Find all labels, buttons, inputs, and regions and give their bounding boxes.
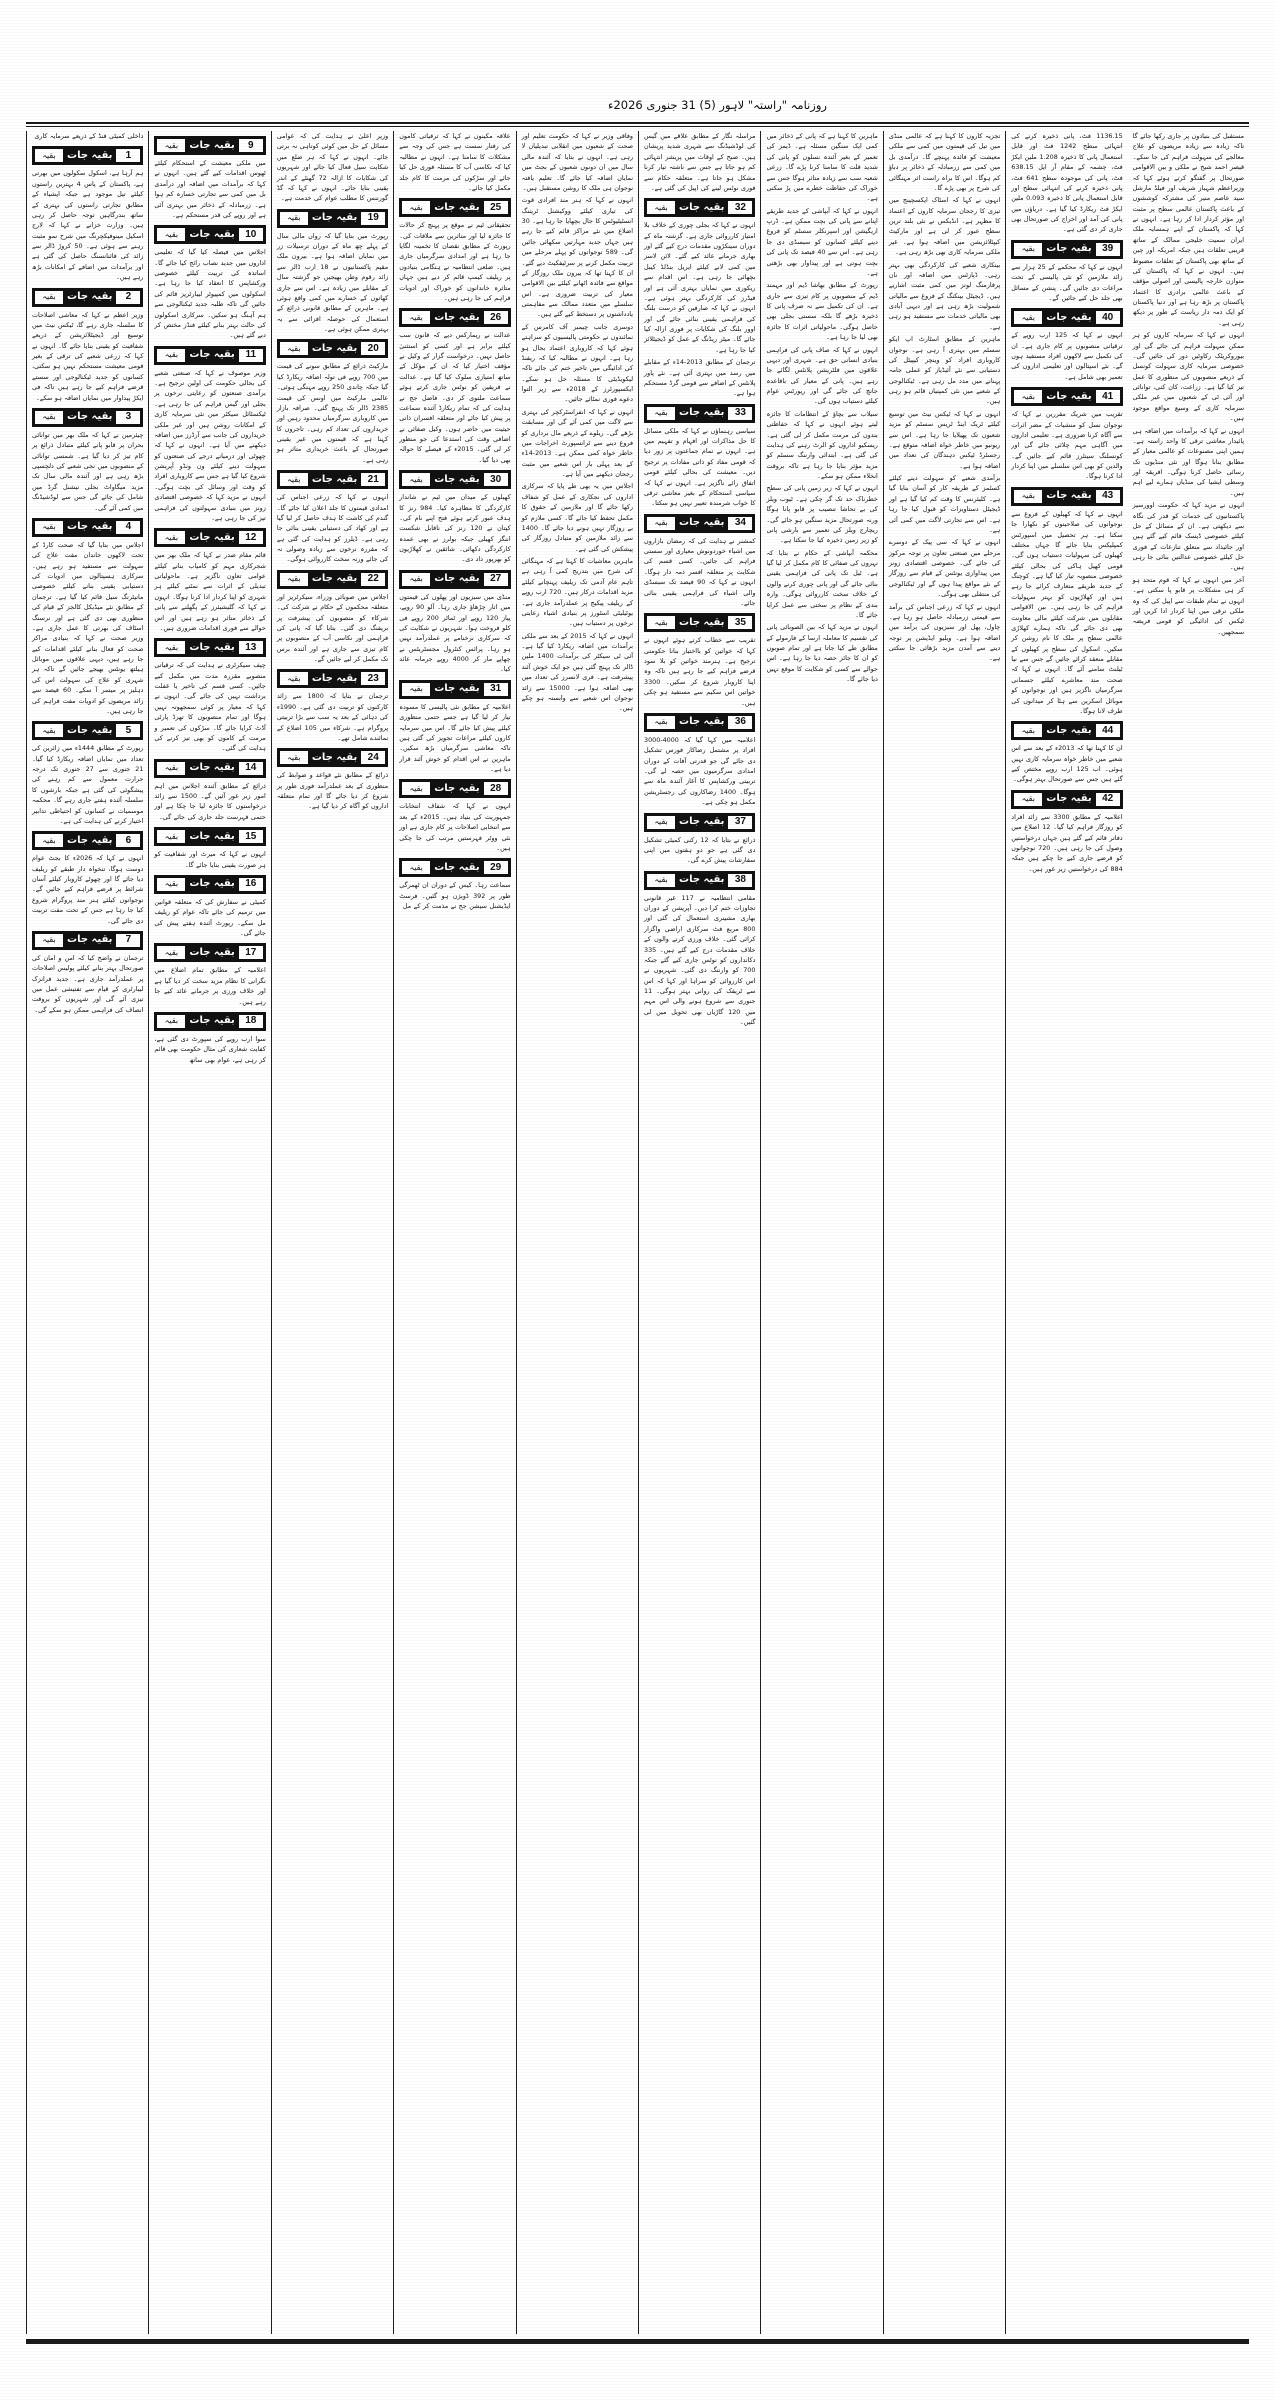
- section-header-bar[interactable]: [277, 470, 388, 489]
- section-tag-label: بقیہ: [646, 815, 676, 830]
- article-paragraph: عدالت نے ریمارکس دیے کہ قانون سب کیلئے برابر ہے اور کسی کو استثنیٰ حاصل نہیں۔ درخواست گزار کے وکیل نے مؤقف اختیار کیا کہ ان کے مؤکل کے ساتھ امتیازی سلوک کیا گیا ہے۔ عدالت نے فریقین کو نوٹس جاری کرتے ہوئے سماعت ملتوی کر دی۔ فاضل جج نے ہدایت کی کہ تمام ریکارڈ آئندہ سماعت پر پیش کیا جائے اور متعلقہ افسران ذاتی حیثیت میں حاضر ہوں۔ وکیل صفائی نے اضافی وقت کی استدعا کی جو منظور کر لی گئی۔ 2015ء کے فیصلے کا حوالہ بھی دیا گیا۔: [399, 331, 511, 464]
- section-title: بقیہ جات: [679, 874, 725, 886]
- article-paragraph: آخر میں انہوں نے کہا کہ قوم متحد ہو کر ہی مشکلات پر قابو پا سکتی ہے۔ انہوں نے تمام طبقات سے اپیل کی کہ وہ ملکی ترقی میں اپنا کردار ادا کریں اور ٹیکس کی ادائیگی کو قومی فریضہ سمجھیں۔: [1132, 575, 1245, 636]
- section-title: بقیہ جات: [311, 573, 358, 585]
- article-paragraph: ذرائع کے مطابق آئندہ اجلاس میں اہم امور زیر غور آئیں گے۔ 1500 سے زائد درخواستوں کا جائزہ لیا جا چکا ہے اور حتمی فہرست جلد جاری کی جائے گی۔: [154, 781, 266, 821]
- article-paragraph: مستقبل کی بنیادوں پر جاری رکھا جائے گا تاکہ زیادہ سے زیادہ مریضوں کو علاج معالجے کی سہولت فراہم کی جا سکے۔ قیصر احمد شیخ نے ملکی و بین الاقوامی صورتحال پر گفتگو کرتے ہوئے کہا کہ وزیراعظم شہباز شریف اور فیلڈ مارشل سید عاصم منیر کی مشترکہ کوششوں کے باعث پاکستان عالمی سطح پر مثبت اور مؤثر کردار ادا کر رہا ہے۔ انہوں نے کہا کہ پاکستان کے اپنے ہمسایہ ملک ایران سمیت خلیجی ممالک کے ساتھ قریبی تعلقات ہیں جبکہ امریکہ اور چین کے ساتھ بھی پاکستان کے تعلقات مضبوط ہیں۔ انہوں نے کہا کہ پاکستان کی متوازن خارجہ پالیسی اور اصولی مؤقف کے باعث عالمی برادری کا اعتماد پاکستان پر بڑھ رہا ہے اور دنیا پاکستان کو ایک ذمہ دار ریاست کے طور پر دیکھ رہی ہے۔: [1132, 132, 1245, 327]
- article-paragraph: انہوں نے کہا کہ اسٹاک ایکسچینج میں تیزی کا رجحان سرمایہ کاروں کے اعتماد کا مظہر ہے۔ انڈیکس نے نئی بلند ترین سطح عبور کر لی ہے اور مارکیٹ کیپٹلائزیشن میں اضافہ ہوا ہے۔ غیر ملکی سرمایہ کاری بھی بڑھ رہی ہے۔: [888, 196, 1001, 257]
- section-title: بقیہ جات: [67, 521, 113, 533]
- article-paragraph: انہوں نے کہا کہ آبپاشی کے جدید طریقے اپنانے سے پانی کی بچت ممکن ہے۔ ڈرپ اریگیشن اور اسپرنکلر سسٹم کو فروغ دینے کیلئے کسانوں کو سبسڈی دی جا رہی ہے۔ اس سے 40 فیصد تک پانی کی بچت ہوتی ہے اور پیداوار بھی بڑھتی ہے۔: [766, 206, 878, 277]
- section-tag-label: بقیہ: [156, 138, 186, 153]
- section-header-bar[interactable]: [32, 408, 143, 427]
- article-paragraph: سماعت رہا۔ کیس کے دوران ان ٹھمرگی طور پر 392 ڈویژن ہو گئیں۔ فرسٹ ایڈیشنل سیشن جج نے مذمت کر کے مل: [399, 881, 511, 910]
- section-header-bar[interactable]: [644, 198, 755, 217]
- section-title: بقیہ جات: [1046, 490, 1092, 502]
- section-number-box[interactable]: 13: [238, 640, 264, 655]
- article-paragraph: ذرائع کے مطابق نئے قواعد و ضوابط کی منظوری کے بعد عملدرآمد فوری طور پر شروع کر دیا جائے گا اور تمام متعلقہ اداروں کو آگاہ کر دیا گیا ہے۔: [276, 771, 389, 811]
- section-number-box[interactable]: 7: [115, 933, 141, 948]
- section-title: بقیہ جات: [67, 291, 113, 302]
- section-header-bar[interactable]: [399, 308, 510, 327]
- newspaper-column: [638, 131, 760, 2334]
- article-paragraph: سیاسی رہنماؤں نے کہا کہ ملکی مسائل کا حل مذاکرات اور افہام و تفہیم میں ہے۔ انہوں نے تمام جماعتوں پر زور دیا کہ قومی مفاد کو ذاتی مفادات پر ترجیح دیں۔ معیشت کی بحالی کیلئے قومی اتفاق رائے ناگزیر ہے۔ انہوں نے کہا کہ سیاسی استحکام کے بغیر معاشی ترقی کا خواب شرمندہ تعبیر نہیں ہو سکتا۔: [644, 426, 756, 508]
- article-paragraph: اعلامیہ کے مطابق تمام اضلاع میں نگرانی کا نظام مزید سخت کر دیا گیا ہے اور خلاف ورزی پر جرمانے عائد کیے جا رہے ہیں۔: [154, 966, 266, 1006]
- article-paragraph: وزیر اعلیٰ نے ہدایت کی کہ عوامی مسائل کے حل میں کوئی کوتاہی نہ برتی جائے۔ انہوں نے کہا کہ ہر ضلع میں شکایت سیل فعال کیا جائے اور شہریوں کی شکایات کا ازالہ 72 گھنٹے کے اندر یقینی بنایا جائے۔ انہوں نے کہا کہ گڈ گورننس کا مطلب عوام کی خدمت ہے۔: [276, 132, 389, 203]
- article-paragraph: رپورٹ میں بتایا گیا کہ رواں مالی سال کے پہلے چھ ماہ کے دوران ترسیلات زر میں نمایاں اضافہ ہوا ہے۔ بیرون ملک مقیم پاکستانیوں نے 18 ارب ڈالر سے زائد رقوم وطن بھیجیں جو گزشتہ سال کے مقابلے میں زیادہ ہے۔ اس سے جاری کھاتوں کے خسارے میں کمی واقع ہوئی ہے۔ ماہرین کے مطابق قانونی ذرائع کے استعمال کی حوصلہ افزائی سے یہ بہتری ممکن ہوئی ہے۔: [276, 231, 389, 333]
- section-number-box[interactable]: 20: [360, 341, 386, 356]
- section-number-box[interactable]: 26: [483, 310, 509, 325]
- article-paragraph: دوسری جانب چیمبر آف کامرس کے نمائندوں نے حکومتی پالیسیوں کو سراہتے ہوئے کہا کہ کاروباری اعتماد بحال ہو رہا ہے۔ انہوں نے مطالبہ کیا کہ ریفنڈ کی ادائیگی میں تاخیر ختم کی جائے تاکہ لیکویڈیٹی کا مسئلہ حل ہو سکے۔ ایکسپورٹرز کے 2018ء سے زیر التوا دعوے فوری نمٹائے جائیں۔: [521, 322, 634, 404]
- section-number-box[interactable]: 4: [115, 520, 141, 535]
- section-header-bar[interactable]: [277, 748, 388, 767]
- section-title: بقیہ جات: [434, 782, 480, 794]
- section-tag-label: بقیہ: [156, 1014, 186, 1029]
- section-header-bar[interactable]: [154, 875, 265, 894]
- section-header-bar[interactable]: [154, 943, 265, 962]
- article-paragraph: انہوں نے کہا کہ بجلی چوری کے خلاف بلا امتیاز کارروائی جاری ہے۔ گزشتہ ماہ کے دوران سینکڑوں مقدمات درج کیے گئے اور بھاری جرمانے عائد کیے گئے۔ لائن لاسز میں کمی لانے کیلئے ایریل بنڈلڈ کیبل بچھائی جا رہی ہے۔ اس اقدام سے ریکوری میں نمایاں بہتری آئی ہے اور فیڈرز کی کارکردگی بہتر ہوئی ہے۔ انہوں نے کہا کہ صارفین کو درست بلنگ کی فراہمی یقینی بنائی جائے گی اور اوور بلنگ کی شکایات پر فوری ازالہ کیا جائے گا۔ میٹر ریڈنگ کے عمل کو ڈیجیٹلائز کیا جا رہا ہے۔: [644, 221, 756, 354]
- article-paragraph: تقریب میں شریک مقررین نے کہا کہ نوجوان نسل کو منشیات کے مضر اثرات سے آگاہ کرنا ضروری ہے۔ تعلیمی اداروں میں آگاہی مہم چلائی جائے گی اور کونسلنگ سینٹرز قائم کیے جائیں گے۔ والدین کو بھی اس سلسلے میں اپنا کردار ادا کرنا ہوگا۔: [1011, 410, 1123, 481]
- masthead-text: روزنامہ "راستہ" لاہور (5) 31 جنوری 2026ء: [608, 98, 827, 112]
- article-paragraph: انہوں نے کہا کہ ٹیکس نیٹ میں توسیع کیلئے ٹریک اینڈ ٹریس سسٹم کو مزید شعبوں تک پھیلایا جا رہا ہے۔ اس سے ریونیو میں خاطر خواہ اضافہ متوقع ہے۔ رجسٹرڈ ٹیکس دہندگان کی تعداد میں اضافہ ہوا ہے۔: [888, 409, 1001, 470]
- section-tag-label: بقیہ: [401, 682, 431, 697]
- section-title: بقیہ جات: [679, 201, 725, 213]
- article-paragraph: انہوں نے کہا کہ سرمایہ کاروں کو ہر ممکن سہولت فراہم کی جائے گی اور بیوروکریٹک رکاوٹیں دور کی جائیں گی۔ خصوصی سرمایہ کاری سہولت کونسل کے ذریعے منصوبوں کی منظوری کا عمل تیز کیا گیا ہے۔ زراعت، کان کنی، توانائی اور آئی ٹی کے شعبوں میں غیر ملکی سرمایہ کاری کے وسیع مواقع موجود ہیں۔: [1132, 331, 1245, 423]
- article-paragraph: اجلاس میں یہ بھی طے پایا کہ سرکاری اداروں کی نجکاری کے عمل کو شفاف رکھا جائے گا اور ملازمین کے حقوق کا مکمل تحفظ کیا جائے گا۔ کسی ملازم کو بے روزگار نہیں ہونے دیا جائے گا۔ 1400 سے زائد ملازمین کو متبادل روزگار کی پیشکش کی گئی ہے۔: [521, 482, 634, 553]
- section-number-box[interactable]: 40: [1095, 310, 1121, 325]
- article-paragraph: ان کا کہنا تھا کہ 2013ء کے بعد سے اس شعبے میں خاطر خواہ سرمایہ کاری نہیں ہوئی۔ اب 125 ارب روپے مختص کیے گئے ہیں جس سے صورتحال بہتر ہوگی۔: [1011, 744, 1123, 784]
- section-title: بقیہ جات: [1046, 390, 1092, 402]
- section-number-box[interactable]: 12: [238, 530, 264, 545]
- section-title: بقیہ جات: [679, 407, 725, 419]
- article-paragraph: تحقیقاتی ٹیم نے موقع پر پہنچ کر حالات کا جائزہ لیا اور متاثرین سے ملاقات کی۔ رپورٹ کے مطابق نقصان کا تخمینہ لگایا جا رہا ہے اور امدادی سرگرمیاں جاری ہیں۔ ضلعی انتظامیہ نے ہنگامی بنیادوں پر ریلیف کیمپ قائم کر دیے ہیں جہاں متاثرہ خاندانوں کو خوراک اور ادویات فراہم کی جا رہی ہیں۔: [399, 221, 511, 302]
- top-rule-secondary: [26, 126, 1249, 127]
- section-number-box[interactable]: 33: [727, 406, 753, 421]
- article-paragraph: ماہرین کا کہنا ہے کہ پانی کے ذخائر میں کمی ایک سنگین مسئلہ ہے۔ ڈیمز کی تعمیر کے بغیر آئندہ نسلوں کو پانی کی شدید قلت کا سامنا کرنا پڑے گا۔ زرعی شعبہ سب سے زیادہ متاثر ہوگا جس سے خوراک کی حفاظت خطرے میں پڑ سکتی ہے۔: [766, 132, 878, 203]
- section-title: بقیہ جات: [434, 861, 480, 873]
- section-title: بقیہ جات: [67, 411, 113, 423]
- section-number-box[interactable]: 10: [238, 227, 264, 242]
- article-paragraph: کمیٹی نے سفارش کی کہ متعلقہ قوانین میں ترمیم کی جائے تاکہ عوام کو ریلیف مل سکے۔ رپورٹ آئندہ ہفتے پیش کی جائے گی۔: [154, 897, 266, 937]
- section-number-box[interactable]: 24: [360, 750, 386, 765]
- article-paragraph: رپورٹ کے مطابق بھاشا ڈیم اور مہمند ڈیم کے منصوبوں پر کام تیزی سے جاری ہے۔ ان کی تکمیل سے نہ صرف پانی کا ذخیرہ بڑھے گا بلکہ سستی بجلی بھی حاصل ہوگی۔ ماحولیاتی اثرات کا جائزہ بھی لیا جا رہا ہے۔: [766, 281, 878, 342]
- section-tag-label: بقیہ: [1013, 389, 1043, 404]
- section-number-box[interactable]: 36: [727, 715, 753, 730]
- section-number-box[interactable]: 44: [1095, 723, 1121, 738]
- section-header-bar[interactable]: [154, 638, 265, 657]
- section-number-box[interactable]: 3: [115, 410, 141, 425]
- section-title: بقیہ جات: [679, 716, 725, 728]
- article-paragraph: ماہرین کے مطابق اسٹارٹ اپ ایکو سسٹم میں بہتری آ رہی ہے۔ نوجوان کاروباری افراد کو وینچر کیپیٹل کی دستیابی سے نئے آئیڈیاز کو عملی جامہ پہنانے میں مدد مل رہی ہے۔ ٹیکنالوجی کے شعبے میں نئی کمپنیاں قائم ہو رہی ہیں۔: [888, 335, 1001, 406]
- article-paragraph: 1136.15 فٹ، پانی ذخیرہ کرنے کی انتہائی سطح 1242 فٹ اور قابل استعمال پانی کا ذخیرہ 1.208 ملین ایکڑ فٹ، چشمہ کے مقام آر ایل 638.15 فٹ، پانی کی موجودہ سطح 641 فٹ، پانی ذخیرہ کرنے کی انتہائی سطح اور قابل استعمال پانی کا ذخیرہ 0.093 ملین ایکڑ فٹ ریکارڈ کیا گیا ہے۔ دریاؤں میں پانی کی آمد اور اخراج کی صورتحال بھی جاری کر دی گئی ہے۔: [1011, 132, 1123, 234]
- article-paragraph: اعلامیہ کے مطابق 3300 سے زائد افراد کو روزگار فراہم کیا گیا۔ 12 اضلاع میں دفاتر قائم کیے گئے ہیں جہاں درخواستیں وصول کی جا رہی ہیں۔ 720 نوجوانوں کو قرضے جاری کیے جا چکے ہیں جبکہ 884 کی درخواستیں زیر غور ہیں۔: [1011, 812, 1123, 873]
- section-header-bar[interactable]: [399, 470, 510, 489]
- section-title: بقیہ جات: [434, 573, 480, 585]
- section-title: بقیہ جات: [189, 762, 235, 774]
- section-header-bar[interactable]: [399, 198, 510, 217]
- section-title: بقیہ جات: [679, 517, 725, 529]
- section-number-box[interactable]: 2: [115, 290, 141, 305]
- article-paragraph: منڈی میں سبزیوں اور پھلوں کی قیمتوں میں اتار چڑھاؤ جاری رہا۔ آلو 90 روپے، پیاز 120 روپے اور ٹماٹر 200 روپے فی کلو فروخت ہوا۔ شہریوں نے شکایت کی کہ سرکاری نرخنامے پر عملدرآمد نہیں ہو رہا۔ پرائس کنٹرول مجسٹریٹس نے چھاپے مار کر 4000 روپے جرمانہ عائد کیا۔: [399, 592, 511, 674]
- section-title: بقیہ جات: [189, 641, 235, 653]
- article-paragraph: علاقہ مکینوں نے کہا کہ ترقیاتی کاموں کی رفتار سست ہے جس کی وجہ سے مشکلات کا سامنا ہے۔ انہوں نے مطالبہ کیا کہ نکاسی آب کا مسئلہ فوری حل کیا جائے اور سڑکوں کی مرمت کا کام جلد مکمل کیا جائے۔: [399, 132, 511, 192]
- article-paragraph: انہوں نے کہا کہ 2026ء کا بجٹ عوام دوست ہوگا، تنخواہ دار طبقے کو ریلیف دیا جائے گا اور چھوٹے کاروبار کیلئے آسان شرائط پر قرضے فراہم کیے جائیں گے۔ نوجوانوں کیلئے ہنر مند پروگرام شروع کیا جا رہا ہے جس کے تحت مفت تربیت دی جائے گی۔: [32, 854, 144, 925]
- article-paragraph: انہوں نے کہا کہ برآمدات میں اضافہ ہی پائیدار معاشی ترقی کا واحد راستہ ہے۔ ہمیں اپنی مصنوعات کو عالمی معیار کے مطابق بنانا ہوگا اور نئی منڈیوں تک رسائی حاصل کرنا ہوگی۔ افریقہ اور وسطی ایشیا کی منڈیاں ہمارے لیے اہم ہیں۔: [1132, 426, 1245, 497]
- article-paragraph: اجلاس میں بتایا گیا کہ صحت کارڈ کے تحت لاکھوں خاندان مفت علاج کی سہولت سے مستفید ہو رہے ہیں۔ سرکاری ہسپتالوں میں ادویات کی دستیابی یقینی بنانے کیلئے خصوصی مانیٹرنگ سیل قائم کیا گیا ہے۔ ترجمان کے مطابق نئے میڈیکل کالجز کے قیام کی منظوری بھی دی گئی ہے اور نرسنگ اسٹاف کی بھرتی کا عمل جاری ہے۔ وزیر صحت نے کہا کہ بنیادی مراکز صحت کو فعال بنانے کیلئے اقدامات کیے جا رہے ہیں، دیہی علاقوں میں موبائل ہیلتھ یونٹس بھیجے جائیں گے تاکہ ہر شہری کو علاج کی سہولت اس کی دہلیز پر میسر آ سکے۔ 60 فیصد سے زائد مریضوں کو ادویات مفت فراہم کی جا رہی ہیں۔: [32, 540, 144, 715]
- section-tag-label: بقیہ: [1013, 792, 1043, 807]
- section-number-box[interactable]: 17: [238, 945, 264, 960]
- section-header-bar[interactable]: [1011, 240, 1122, 259]
- section-number-box[interactable]: 23: [360, 671, 386, 686]
- article-paragraph: انہوں نے کہا کہ سی پیک کے دوسرے مرحلے میں صنعتی تعاون پر توجہ مرکوز کی جائے گی۔ خصوصی اقتصادی زونز میں پیداواری یونٹس کے قیام سے روزگار کے نئے مواقع پیدا ہوں گے اور ٹیکنالوجی کی منتقلی بھی ہوگی۔: [888, 538, 1001, 599]
- section-header-bar[interactable]: [1011, 721, 1122, 740]
- article-paragraph: وزیر موصوف نے کہا کہ صنعتی شعبے کی بحالی حکومت کی اولین ترجیح ہے۔ برآمدی صنعتوں کو رعایتی نرخوں پر بجلی اور گیس فراہم کی جا رہی ہے۔ ٹیکسٹائل سیکٹر میں نئی سرمایہ کاری کے امکانات روشن ہیں اور غیر ملکی خریداروں کی جانب سے آرڈرز میں اضافہ دیکھنے میں آیا ہے۔ انہوں نے کہا کہ چھوٹی اور درمیانے درجے کی صنعتوں کو سہولت دینے کیلئے ون ونڈو آپریشن شروع کیا گیا ہے جس سے کاروباری افراد کو وقت اور وسائل کی بچت ہوگی۔ انہوں نے مزید کہا کہ خصوصی اقتصادی زونز میں بنیادی سہولتوں کی فراہمی تیز کی جا رہی ہے۔: [154, 368, 266, 522]
- article-paragraph: میں ملکی معیشت کے استحکام کیلئے ٹھوس اقدامات کیے گئے ہیں۔ انہوں نے کہا کہ برآمدات میں اضافہ اور درآمدی بل میں کمی سے تجارتی خسارہ کم ہوا ہے۔ زرمبادلہ کے ذخائر میں بہتری آئی ہے اور روپے کی قدر مستحکم ہے۔: [154, 159, 266, 219]
- article-paragraph: اعلامیہ کے مطابق نئی پالیسی کا مسودہ تیار کر لیا گیا ہے جسے حتمی منظوری کیلئے پیش کیا جائے گا۔ اس میں سرمایہ کاروں کیلئے مراعات تجویز کی گئی ہیں تاکہ معاشی سرگرمیاں بڑھ سکیں۔ ماہرین نے اس اقدام کو خوش آئند قرار دیا ہے۔: [399, 702, 511, 773]
- article-paragraph: ترجمان نے واضح کیا کہ امن و امان کی صورتحال بہتر بنانے کیلئے پولیس اصلاحات پر عملدرآمد جاری ہے۔ جدید فرانزک لیبارٹری کے قیام سے تفتیشی عمل میں تیزی آئے گی اور شہریوں کو بروقت انصاف کی فراہمی ممکن ہو سکے گی۔: [31, 953, 144, 1014]
- newspaper-column: [516, 131, 638, 2334]
- section-header-bar[interactable]: [1011, 387, 1122, 406]
- section-number-box[interactable]: 27: [483, 572, 509, 587]
- newspaper-column: [1128, 131, 1249, 2334]
- article-paragraph: انہوں نے کہا کہ میرٹ اور شفافیت کو ہر صورت یقینی بنایا جائے گا۔: [154, 850, 266, 869]
- section-tag-label: بقیہ: [279, 472, 309, 487]
- section-title: بقیہ جات: [189, 139, 235, 151]
- article-paragraph: قائم مقام صدر نے کہا کہ ملک بھر میں شجرکاری مہم کو کامیاب بنانے کیلئے عوامی تعاون ناگزیر ہے۔ ماحولیاتی تبدیلی کے اثرات سے نمٹنے کیلئے ہر شہری کو اپنا کردار ادا کرنا ہوگا۔ انہوں نے کہا کہ گلیشیئرز کے پگھلنے سے پانی کے ذخائر متاثر ہو رہے ہیں اور اس حوالے سے فوری اقدامات ضروری ہیں۔: [154, 551, 266, 632]
- section-header-bar[interactable]: [644, 613, 755, 632]
- section-title: بقیہ جات: [189, 1015, 235, 1027]
- section-header-bar[interactable]: [277, 669, 388, 688]
- section-header-bar[interactable]: [32, 831, 143, 850]
- section-number-box[interactable]: 31: [483, 682, 509, 697]
- article-paragraph: رپورٹ کے مطابق 1444ء میں زائرین کی تعداد میں نمایاں اضافہ ریکارڈ کیا گیا۔ 21 جنوری سے 27 جنوری تک درجہ حرارت معمول سے کم رہنے کی پیشگوئی کی گئی ہے جبکہ بارشوں کا سلسلہ آئندہ ہفتے جاری رہے گا۔ محکمہ موسمیات نے کسانوں کو احتیاطی تدابیر اختیار کرنے کی ہدایت کی ہے۔: [32, 744, 144, 825]
- section-header-bar[interactable]: [644, 813, 755, 832]
- section-tag-label: بقیہ: [156, 829, 186, 844]
- masthead: [0, 98, 1275, 112]
- article-paragraph: انہوں نے مزید کہا کہ بین الصوبائی پانی کی تقسیم کا معاملہ ارسا کے فارمولے کے مطابق طے کیا جاتا ہے اور تمام صوبوں کو ان کا جائز حصہ دیا جا رہا ہے۔ اس حوالے سے کسی کو شکایت کا موقع نہیں دیا جائے گا۔: [766, 623, 878, 684]
- section-title: بقیہ جات: [311, 672, 358, 684]
- section-tag-label: بقیہ: [646, 615, 676, 630]
- section-header-bar[interactable]: [399, 858, 510, 877]
- section-number-box[interactable]: 32: [727, 200, 753, 215]
- column-grid: [26, 131, 1249, 2334]
- article-paragraph: انہوں نے کہا کہ زرعی اجناس کی امدادی قیمتوں کا جلد اعلان کیا جائے گا۔ گندم کی کاشت کا ہدف حاصل کر لیا گیا ہے اور کھاد کی دستیابی یقینی بنائی جا رہی ہے۔ ڈیلرز کو ہدایت کی گئی ہے کہ مقررہ نرخوں سے زیادہ وصولی نہ کی جائے ورنہ سخت کارروائی ہوگی۔: [276, 493, 389, 564]
- article-paragraph: انہوں نے کہا کہ 2015 کے بعد سے ملکی برآمدات میں اضافہ ریکارڈ کیا گیا ہے۔ آئی ٹی سیکٹر کی برآمدات 1400 ملین ڈالر تک پہنچ گئی ہیں جو ایک خوش آئند پیشرفت ہے۔ فری لانسرز کی تعداد میں بھی اضافہ ہوا ہے۔ 15000 سے زائد نوجوان اس شعبے سے وابستہ ہو چکے ہیں۔: [521, 631, 634, 713]
- section-tag-label: بقیہ: [156, 640, 186, 655]
- section-title: بقیہ جات: [1046, 793, 1092, 805]
- section-tag-label: بقیہ: [401, 472, 431, 487]
- section-number-box[interactable]: 21: [360, 472, 386, 487]
- section-number-box[interactable]: 1: [115, 148, 141, 163]
- section-title: بقیہ جات: [1046, 243, 1092, 255]
- section-header-bar[interactable]: [154, 136, 265, 155]
- section-tag-label: بقیہ: [279, 750, 309, 765]
- section-header-bar[interactable]: [154, 759, 265, 778]
- section-number-box[interactable]: 19: [360, 211, 386, 226]
- article-paragraph: کھیلوں کے میدان میں ٹیم نے شاندار کارکردگی کا مظاہرہ کیا۔ 984 رنز کا ہدف عبور کرتے ہوئے فتح اپنے نام کی۔ کپتان نے 120 رنز کی ناقابل شکست اننگز کھیلی جبکہ بولرز نے بھی عمدہ کارکردگی دکھائی۔ شائقین نے کھلاڑیوں کو بھرپور داد دی۔: [399, 493, 511, 564]
- section-number-box[interactable]: 14: [238, 761, 264, 776]
- section-number-box[interactable]: 9: [238, 138, 264, 153]
- section-header-bar[interactable]: [32, 721, 143, 740]
- section-title: بقیہ جات: [434, 311, 480, 323]
- newspaper-column: [271, 131, 393, 2334]
- section-title: بقیہ جات: [189, 878, 235, 890]
- top-rule: [26, 122, 1249, 124]
- section-header-bar[interactable]: [644, 404, 755, 423]
- section-number-box[interactable]: 38: [727, 873, 753, 888]
- section-tag-label: بقیہ: [1013, 489, 1043, 504]
- section-tag-label: بقیہ: [156, 761, 186, 776]
- section-tag-label: بقیہ: [279, 671, 309, 686]
- section-tag-label: بقیہ: [156, 530, 186, 545]
- section-number-box[interactable]: 11: [238, 348, 264, 363]
- section-title: بقیہ جات: [67, 149, 113, 161]
- newspaper-column: [1005, 131, 1127, 2334]
- section-title: بقیہ جات: [434, 201, 480, 213]
- section-tag-label: بقیہ: [156, 877, 186, 892]
- section-tag-label: بقیہ: [646, 715, 676, 730]
- section-title: بقیہ جات: [434, 683, 480, 695]
- section-header-bar[interactable]: [154, 1012, 265, 1031]
- section-number-box[interactable]: 18: [238, 1014, 264, 1029]
- section-number-box[interactable]: 42: [1095, 792, 1121, 807]
- bottom-rule: [26, 2339, 1249, 2344]
- newspaper-column: [760, 131, 882, 2334]
- section-number-box[interactable]: 25: [483, 200, 509, 215]
- section-tag-label: بقیہ: [401, 310, 431, 325]
- section-number-box[interactable]: 15: [238, 829, 264, 844]
- section-tag-label: بقیہ: [156, 348, 186, 363]
- section-tag-label: بقیہ: [401, 200, 431, 215]
- section-number-box[interactable]: 29: [483, 860, 509, 875]
- section-header-bar[interactable]: [644, 514, 755, 533]
- section-header-bar[interactable]: [399, 680, 510, 699]
- article-paragraph: ذرائع نے بتایا کہ 12 رکنی کمیٹی تشکیل دی گئی ہے جو دو ہفتوں میں اپنی سفارشات پیش کرے گی۔: [644, 835, 756, 865]
- section-number-box[interactable]: 5: [115, 723, 141, 738]
- newspaper-column: [883, 131, 1005, 2334]
- section-tag-label: بقیہ: [1013, 723, 1043, 738]
- article-paragraph: انہوں نے کہا کہ انفراسٹرکچر کی بہتری سے لاگت میں کمی آئے گی اور مسابقت بڑھے گی۔ ریلوے کے ذریعے مال برداری کو فروغ دینے سے ٹرانسپورٹ اخراجات میں خاطر خواہ کمی ممکن ہے۔ 2013-14ء کے بعد پہلی بار اس شعبے میں مثبت رجحان دیکھنے میں آیا ہے۔: [521, 407, 634, 478]
- section-title: بقیہ جات: [679, 616, 725, 628]
- article-paragraph: اجلاس میں صوبائی وزراء، سیکرٹریز اور متعلقہ محکموں کے حکام نے شرکت کی۔ شرکاء کو منصوبوں کی پیشرفت پر بریفنگ دی گئی۔ بتایا گیا کہ پانی کی فراہمی اور نکاسی آب کے منصوبوں پر کام تیزی سے جاری ہے اور آئندہ برس تک مکمل کر لیے جائیں گے۔: [276, 592, 389, 663]
- section-title: بقیہ جات: [311, 212, 358, 224]
- section-title: بقیہ جات: [311, 342, 358, 354]
- section-tag-label: بقیہ: [34, 933, 64, 948]
- section-tag-label: بقیہ: [34, 148, 64, 163]
- section-number-box[interactable]: 28: [483, 781, 509, 796]
- section-title: بقیہ جات: [189, 349, 235, 361]
- section-tag-label: بقیہ: [646, 406, 676, 421]
- section-tag-label: بقیہ: [1013, 310, 1043, 325]
- section-tag-label: بقیہ: [156, 945, 186, 960]
- article-paragraph: تقریب سے خطاب کرتے ہوئے انہوں نے کہا کہ خواتین کو بااختیار بنانا حکومتی ترجیح ہے۔ ہنرمند خواتین کو بلا سود قرضے فراہم کیے جا رہے ہیں تاکہ وہ اپنا کاروبار شروع کر سکیں۔ 3300 خواتین اس سکیم سے مستفید ہو چکی ہیں۔: [644, 636, 756, 707]
- section-title: بقیہ جات: [311, 751, 358, 763]
- article-paragraph: انہوں نے کہا کہ شفاف انتخابات جمہوریت کی بنیاد ہیں۔ 2015ء کے بعد سے انتخابی اصلاحات پر کام جاری ہے اور نئی ووٹر فہرستیں مرتب کی جا چکی ہیں۔: [399, 802, 511, 852]
- section-header-bar[interactable]: [1011, 790, 1122, 809]
- section-header-bar[interactable]: [644, 871, 755, 890]
- section-tag-label: بقیہ: [34, 833, 64, 848]
- section-header-bar[interactable]: [32, 146, 143, 165]
- section-header-bar[interactable]: [644, 713, 755, 732]
- section-header-bar[interactable]: [154, 225, 265, 244]
- section-number-box[interactable]: 35: [727, 615, 753, 630]
- section-tag-label: بقیہ: [279, 341, 309, 356]
- newspaper-column: [26, 131, 148, 2334]
- section-number-box[interactable]: 22: [360, 572, 386, 587]
- section-title: بقیہ جات: [311, 473, 358, 485]
- section-tag-label: بقیہ: [401, 860, 431, 875]
- article-paragraph: مارکیٹ ذرائع کے مطابق سونے کی قیمت میں 700 روپے فی تولہ اضافہ ریکارڈ کیا گیا جبکہ چاندی 250 روپے مہنگی ہوئی۔ عالمی مارکیٹ میں اونس کی قیمت 2385 ڈالر تک پہنچ گئی۔ صرافہ بازار میں کاروباری سرگرمیاں محدود رہیں اور خریداروں کی تعداد کم رہی۔ تاجروں کا کہنا ہے کہ قیمتوں میں غیر یقینی صورتحال کے باعث خریداری متاثر ہو رہی ہے۔: [276, 362, 389, 464]
- newspaper-column: [393, 131, 515, 2334]
- article-paragraph: کمشنر نے ہدایت کی کہ رمضان بازاروں میں اشیاء خوردونوش معیاری اور سستی فراہم کی جائیں۔ کسی قسم کی شکایت پر متعلقہ افسر ذمہ دار ہوگا۔ انہوں نے کہا کہ 90 فیصد تک سبسڈی والی اشیاء کی فراہمی یقینی بنائی جائے۔: [644, 536, 756, 607]
- section-header-bar[interactable]: [277, 339, 388, 358]
- article-paragraph: انہوں نے کہا کہ زرعی اجناس کی برآمد سے قیمتی زرمبادلہ حاصل ہو رہا ہے۔ چاول، پھل اور سبزیوں کی برآمد میں اضافہ ہوا ہے۔ ویلیو ایڈیشن پر توجہ دینے سے آمدن مزید بڑھائی جا سکتی ہے۔: [888, 602, 1001, 663]
- section-title: بقیہ جات: [434, 473, 480, 485]
- newspaper-column: [148, 131, 270, 2334]
- section-tag-label: بقیہ: [34, 290, 64, 305]
- section-header-bar[interactable]: [32, 931, 143, 950]
- section-tag-label: بقیہ: [401, 572, 431, 587]
- article-paragraph: مراسلہ نگار کے مطابق علاقے میں گیس کی لوڈشیڈنگ سے شہری شدید پریشان ہیں۔ صبح کے اوقات میں پریشر انتہائی کم ہو جاتا ہے جس سے ناشتہ تیار کرنا مشکل ہو جاتا ہے۔ متعلقہ حکام سے فوری نوٹس لینے کی اپیل کی گئی ہے۔: [644, 132, 756, 192]
- section-title: بقیہ جات: [189, 830, 235, 842]
- section-header-bar[interactable]: [154, 528, 265, 547]
- article-paragraph: انہوں نے مزید کہا کہ حکومت اوورسیز پاکستانیوں کی خدمات کو قدر کی نگاہ سے دیکھتی ہے۔ ان کے مسائل کے حل کیلئے خصوصی ڈیسک قائم کیے گئے ہیں اور جائیداد سے متعلق تنازعات کے فوری حل کیلئے خصوصی عدالتیں بنائی جا رہی ہیں۔: [1132, 501, 1245, 572]
- section-title: بقیہ جات: [1046, 311, 1092, 323]
- section-tag-label: بقیہ: [34, 520, 64, 535]
- article-paragraph: انہوں نے کہا کہ کھیلوں کے فروغ سے نوجوانوں کی صلاحیتوں کو نکھارا جا سکتا ہے۔ ہر تحصیل میں اسپورٹس کمپلیکس بنایا جائے گا جہاں مختلف کھیلوں کی سہولیات دستیاب ہوں گی۔ قومی کھیل ہاکی کی بحالی کیلئے خصوصی منصوبہ تیار کیا گیا ہے۔ کوچنگ کے جدید طریقے متعارف کرائے جا رہے ہیں اور کھلاڑیوں کو بہتر سہولیات فراہم کی جا رہی ہیں۔ بین الاقوامی مقابلوں میں شرکت کیلئے مالی معاونت بھی دی جائے گی تاکہ ہمارے کھلاڑی عالمی سطح پر ملک کا نام روشن کر سکیں۔ اسکول کی سطح پر کھیلوں کے مقابلے منعقد کرائے جائیں گے جس سے نیا ٹیلنٹ سامنے آئے گا۔ انہوں نے کہا کہ صحت مند معاشرے کیلئے جسمانی سرگرمیاں ناگزیر ہیں اور نوجوانوں کو موبائل اسکرین سے ہٹا کر میدانوں کی طرف لانا ہوگا۔: [1011, 509, 1123, 715]
- section-number-box[interactable]: 16: [238, 877, 264, 892]
- section-number-box[interactable]: 34: [727, 516, 753, 531]
- section-title: بقیہ جات: [67, 834, 113, 846]
- article-paragraph: انہوں نے کہا کہ ہنر مند افرادی قوت کی تیاری کیلئے ووکیشنل ٹریننگ انسٹیٹیوٹس کا جال بچھایا جا رہا ہے۔ 30 اضلاع میں نئے مراکز قائم کیے جا رہے ہیں جہاں جدید مہارتیں سکھائی جائیں گی۔ 589 نوجوانوں کو پہلے مرحلے میں تربیت مکمل کرنے پر سرٹیفکیٹ دیے گئے۔ ان کا کہنا تھا کہ بیرون ملک روزگار کے مواقع سے فائدہ اٹھانے کیلئے بین الاقوامی معیار کی تربیت ضروری ہے۔ اس سلسلے میں متعدد ممالک سے مفاہمتی یادداشتوں پر دستخط کیے گئے ہیں۔: [521, 196, 634, 319]
- section-number-box[interactable]: 41: [1095, 389, 1121, 404]
- article-paragraph: محکمہ آبپاشی کے حکام نے بتایا کہ نہروں کی صفائی کا کام مکمل کر لیا گیا ہے۔ ٹیل تک پانی کی فراہمی یقینی بنائی جائے گی اور پانی چوری کرنے والوں کے خلاف سخت کارروائی ہوگی۔ وارہ بندی کے نظام پر سختی سے عمل کرایا جائے گا۔: [766, 548, 878, 619]
- section-title: بقیہ جات: [679, 816, 725, 827]
- section-tag-label: بقیہ: [646, 516, 676, 531]
- article-paragraph: سیلاب سے بچاؤ کے انتظامات کا جائزہ لیتے ہوئے انہوں نے کہا کہ حفاظتی بندوں کی مرمت مکمل کر لی گئی ہے۔ ریسکیو اداروں کو الرٹ رہنے کی ہدایت کی گئی ہے۔ ابتدائی وارننگ سسٹم کو مزید مؤثر بنایا جا رہا ہے تاکہ بروقت انخلاء ممکن ہو سکے۔: [766, 409, 878, 480]
- section-header-bar[interactable]: [154, 827, 265, 846]
- article-paragraph: ترجمان نے بتایا کہ 1800 سے زائد کارکنوں کو تربیت دی گئی ہے۔ 1990ء کی دہائی کے بعد یہ سب سے بڑا تربیتی پروگرام ہے۔ شرکاء میں 105 اضلاع کے نمائندے شامل تھے۔: [276, 692, 389, 742]
- section-header-bar[interactable]: [32, 288, 143, 307]
- section-title: بقیہ جات: [189, 228, 235, 240]
- section-header-bar[interactable]: [1011, 308, 1122, 327]
- article-paragraph: بینکاری شعبے کی کارکردگی بھی بہتر رہی۔ ڈپازٹس میں اضافہ اور نان پرفارمنگ لونز میں کمی مثبت اشاریے ہیں۔ ڈیجیٹل بینکنگ کے فروغ سے مالیاتی شمولیت بڑھ رہی ہے اور دیہی آبادی بھی مالیاتی خدمات سے مستفید ہو رہی ہے۔: [888, 260, 1001, 331]
- section-number-box[interactable]: 30: [483, 472, 509, 487]
- section-header-bar[interactable]: [154, 346, 265, 365]
- article-paragraph: تجزیہ کاروں کا کہنا ہے کہ عالمی منڈی میں تیل کی قیمتوں میں کمی سے ملکی معیشت کو فائدہ پہنچے گا۔ درآمدی بل میں کمی سے زرمبادلہ کے ذخائر پر دباؤ کم ہوگا۔ اس کا براہ راست اثر مہنگائی کی شرح پر بھی پڑے گا۔: [888, 132, 1001, 192]
- section-header-bar[interactable]: [399, 570, 510, 589]
- section-tag-label: بقیہ: [34, 723, 64, 738]
- article-paragraph: ہم آرہا ہے، اسکول سکولوں میں بھرتی ہے، پاکستان کے پاس 4 بہترین راستوں کیلئے تیل موجود ہے جبکہ ایشیاء کے مطابق تجارتی راستوں کی بہتری کے ساتھ بندرگاہیں توجہ حاصل کر رہی ہیں۔ وزارت خزانے نے کہا کہ لارج اسکیل مینوفیکچرنگ میں شرح نمو مثبت رہنے سے ہوئی ہے۔ 50 کروڑ ڈالر سے زائد کی فائنانسنگ حاصل کی گئی ہے اور برآمدات میں اضافے کے امکانات بڑھ رہے ہیں۔: [32, 169, 144, 282]
- article-paragraph: انہوں نے کہا کہ محکمے کے 25 ہزار سے زائد ملازمین کو نئی پالیسی کے تحت مراعات دی جائیں گی۔ پنشن کے مسائل بھی جلد حل کیے جائیں گے۔: [1011, 262, 1123, 302]
- section-tag-label: بقیہ: [646, 200, 676, 215]
- article-paragraph: مقامی انتظامیہ نے 117 غیر قانونی تجاوزات ختم کرا دیں۔ آپریشن کے دوران بھاری مشینری استعمال کی گئی اور 800 مربع فٹ سرکاری اراضی واگزار کرائی گئی۔ خلاف ورزی کرنے والوں کے خلاف مقدمات درج کیے گئے ہیں۔ 335 دکانداروں کو نوٹس جاری کیے گئے جبکہ 700 کو وارننگ دی گئی۔ شہریوں نے اس کارروائی کو سراہا اور کہا کہ اس سے ٹریفک کی روانی بہتر ہوگی۔ 11 جنوری سے شروع ہونے والی اس مہم میں 120 گاڑیاں بھی تحویل میں لی گئیں۔: [644, 893, 756, 1027]
- section-tag-label: بقیہ: [401, 781, 431, 796]
- article-paragraph: اعلامیہ میں کہا گیا کہ 4000-3000 افراد پر مشتمل رضاکار فورس تشکیل دی جائے گی جو قدرتی آفات کے دوران امدادی سرگرمیوں میں حصہ لے گی۔ تربیتی ورکشاپس کا آغاز آئندہ ماہ سے ہوگا۔ 1400 رضاکاروں کی رجسٹریشن مکمل ہو چکی ہے۔: [644, 735, 756, 807]
- article-paragraph: ترجمان کے مطابق 2013-14ء کے مقابلے میں رسد میں بہتری آئی ہے۔ نئے پاور پلانٹس کے اضافے سے قومی گرڈ مستحکم ہوا ہے۔: [644, 358, 756, 398]
- article-paragraph: وفاقی وزیر نے کہا کہ حکومت تعلیم اور صحت کے شعبوں میں انقلابی تبدیلیاں لا رہی ہے۔ انہوں نے بتایا کہ آئندہ مالی سال میں ان دونوں شعبوں کے بجٹ میں نمایاں اضافہ کیا جائے گا۔ تعلیم یافتہ نوجوان ہی ملک کا روشن مستقبل ہیں۔: [521, 132, 634, 192]
- section-tag-label: بقیہ: [156, 227, 186, 242]
- section-header-bar[interactable]: [399, 779, 510, 798]
- section-title: بقیہ جات: [67, 934, 113, 946]
- section-title: بقیہ جات: [189, 946, 235, 958]
- article-paragraph: وزیر اعظم نے کہا کہ معاشی اصلاحات کا سلسلہ جاری رہے گا، ٹیکس نیٹ میں توسیع اور ڈیجیٹلائزیشن کے ذریعے شفافیت کو یقینی بنایا جائے گا۔ انہوں نے کہا کہ زرعی شعبے کی ترقی کے بغیر قومی معیشت مستحکم نہیں ہو سکتی، کسانوں کو جدید ٹیکنالوجی اور سستے قرضے فراہم کیے جا رہے ہیں تاکہ فی ایکڑ پیداوار میں نمایاں اضافہ ہو سکے۔: [32, 310, 144, 402]
- section-number-box[interactable]: 6: [115, 833, 141, 848]
- section-header-bar[interactable]: [32, 518, 143, 537]
- article-paragraph: ماہرین معاشیات کا کہنا ہے کہ مہنگائی کی شرح میں بتدریج کمی آ رہی ہے تاہم عام آدمی تک ریلیف پہنچانے کیلئے مزید اقدامات درکار ہیں۔ 720 ارب روپے کے ریلیف پیکیج پر عملدرآمد جاری ہے۔ یوٹیلیٹی اسٹورز پر بنیادی اشیاء رعایتی نرخوں پر دستیاب ہیں۔: [521, 557, 634, 628]
- article-paragraph: برآمدی شعبے کو سہولت دینے کیلئے کسٹمز کے طریقہ کار کو آسان بنایا گیا ہے۔ کلیئرنس کا وقت کم کیا گیا ہے اور ڈیجیٹل دستاویزات کو قبول کیا جا رہا ہے۔ اس سے تجارتی لاگت میں کمی آئی ہے۔: [888, 474, 1001, 534]
- section-number-box[interactable]: 39: [1095, 242, 1121, 257]
- article-paragraph: داخلی کمیٹی فنڈ کے ذریعے سرمایہ کاری: [34, 132, 144, 140]
- section-number-box[interactable]: 37: [727, 815, 753, 830]
- section-title: بقیہ جات: [67, 724, 113, 736]
- section-tag-label: بقیہ: [646, 873, 676, 888]
- section-tag-label: بقیہ: [34, 410, 64, 425]
- article-paragraph: انہوں نے کہا کہ زیر زمین پانی کی سطح خطرناک حد تک گر چکی ہے۔ ٹیوب ویلز کی بے تحاشا تنصیب پر قابو پانا ہوگا ورنہ صورتحال مزید سنگین ہو جائے گی۔ ریچارج ویلز کی تعمیر سے بارشی پانی کو زیر زمین ذخیرہ کیا جا سکتا ہے۔: [766, 484, 878, 545]
- article-paragraph: چیف سیکرٹری نے ہدایت کی کہ ترقیاتی منصوبے مقررہ مدت میں مکمل کیے جائیں۔ کسی قسم کی تاخیر یا غفلت برداشت نہیں کی جائے گی۔ انہوں نے کہا کہ معیار پر کوئی سمجھوتہ نہیں ہوگا اور تمام منصوبوں کا تھرڈ پارٹی آڈٹ کرایا جائے گا۔ سڑکوں کی تعمیر و مرمت کے کاموں کو بھی تیز کرنے کی ہدایت کی گئی۔: [154, 661, 266, 753]
- section-number-box[interactable]: 43: [1095, 489, 1121, 504]
- article-paragraph: انہوں نے کہا کہ 125 ارب روپے کے ترقیاتی منصوبوں پر کام جاری ہے۔ ان کی تکمیل سے لاکھوں افراد مستفید ہوں گے۔ نئے اسپتالوں اور تعلیمی اداروں کی تعمیر بھی شامل ہے۔: [1011, 331, 1123, 381]
- section-tag-label: بقیہ: [1013, 242, 1043, 257]
- section-header-bar[interactable]: [277, 209, 388, 228]
- section-header-bar[interactable]: [277, 570, 388, 589]
- article-paragraph: سوا ارب روپے کی سپورٹ دی گئی ہے، کفایت شعاری کی مثال حکومت بھی قائم کر رہی ہے، عوام بھی ساتھ: [154, 1034, 266, 1064]
- article-paragraph: اجلاس میں فیصلہ کیا گیا کہ تعلیمی اداروں میں جدید نصاب رائج کیا جائے گا۔ اساتذہ کی تربیت کیلئے خصوصی ورکشاپس کا انعقاد کیا جا رہا ہے۔ اسکولوں میں کمپیوٹر لیبارٹریز قائم کی جائیں گی تاکہ طلبہ جدید ٹیکنالوجی سے ہم آہنگ ہو سکیں۔ سرکاری اسکولوں کی حالت بہتر بنانے کیلئے فنڈز مختص کر دیے گئے ہیں۔: [154, 248, 266, 340]
- section-tag-label: بقیہ: [279, 211, 309, 226]
- article-paragraph: انہوں نے کہا کہ صاف پانی کی فراہمی بنیادی انسانی حق ہے۔ شہری اور دیہی علاقوں میں فلٹریشن پلانٹس لگائے جا رہے ہیں۔ پانی کے معیار کی باقاعدہ جانچ کی جائے گی اور رپورٹس عوام کیلئے دستیاب ہوں گی۔: [766, 345, 878, 406]
- section-title: بقیہ جات: [189, 531, 235, 543]
- article-paragraph: چیئرمین نے کہا کہ ملک بھر میں توانائی بحران پر قابو پانے کیلئے متبادل ذرائع پر کام تیز کر دیا گیا ہے۔ شمسی توانائی کے منصوبوں میں نجی شعبے کی دلچسپی بڑھ رہی ہے اور آئندہ مالی سال تک مزید میگاواٹ بجلی نیشنل گرڈ میں شامل کی جائے گی جس سے لوڈشیڈنگ میں کمی آئے گی۔: [32, 430, 144, 512]
- section-header-bar[interactable]: [1011, 487, 1122, 506]
- section-title: بقیہ جات: [1046, 724, 1092, 736]
- section-tag-label: بقیہ: [279, 572, 309, 587]
